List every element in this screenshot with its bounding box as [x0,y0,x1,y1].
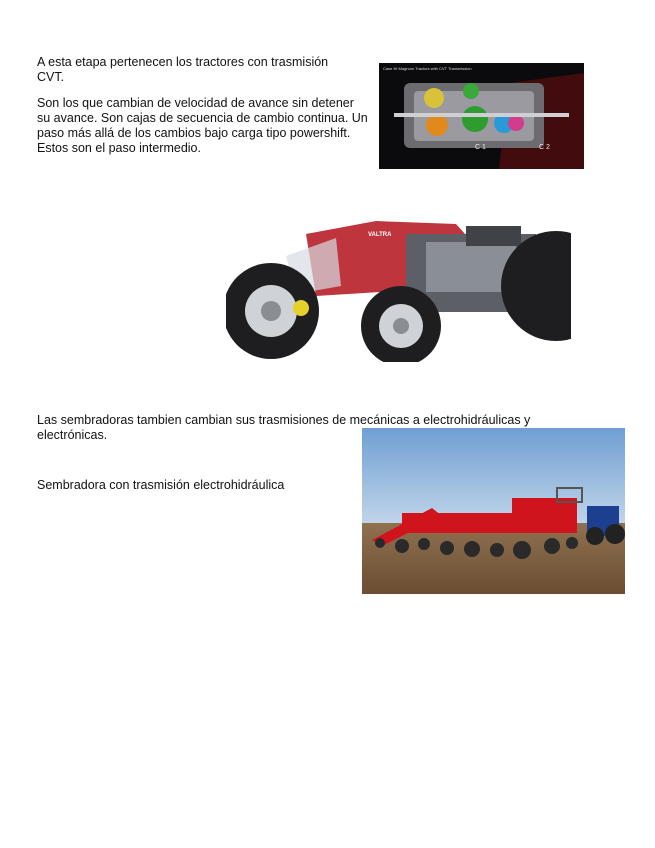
label-c1: C 1 [475,144,486,151]
seeder-photo-image [362,428,625,594]
paragraph-seeder-caption: Sembradora con trasmisión electrohidráulica [37,478,285,492]
transmission-cutaway-image [379,63,584,169]
transmission-caption: Case IH Magnum Tractors with CVT Transmission [383,66,472,71]
label-c2: C 2 [539,144,550,151]
paragraph-cvt-description: Son los que cambian de velocidad de avance sin detener su avance. Son cajas de secuencia de cambio continua. Un paso más allá de los cambios bajo carga tipo powershift. Estos son el paso intermedio. [37,96,368,155]
tractor-brand-text: VALTRA [368,232,392,238]
tractor-cutaway-image [226,216,571,362]
paragraph-seeders: Las sembradoras tambien cambian sus trasmisiones de mecánicas a electrohidráulicas y electrónicas. [37,413,531,442]
paragraph-cvt-intro: A esta etapa pertenecen los tractores con trasmisión CVT. [37,55,329,84]
